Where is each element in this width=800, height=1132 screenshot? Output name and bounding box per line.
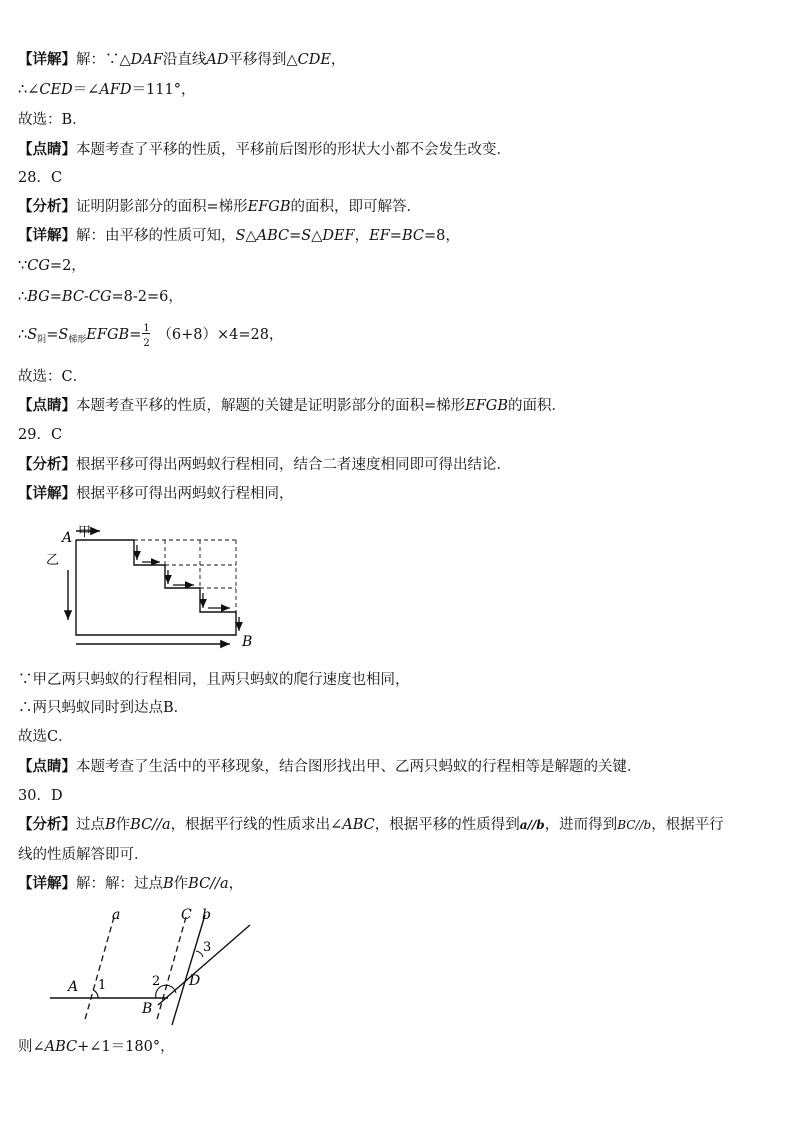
label-B: B (142, 1001, 153, 1017)
ant-path-figure (40, 520, 270, 655)
line-9: ∴BG=BC-CG=8-2=6， (18, 289, 183, 305)
line-14: 【分析】根据平移可得出两蚂蚁行程相同，结合二者速度相同即可得出结论． (18, 456, 511, 473)
line-24: 则∠ABC+∠1＝180°， (18, 1039, 175, 1055)
question-30-answer: 30．D (18, 788, 63, 804)
label-C: C (181, 907, 192, 923)
line-23: 【详解】解：解：过点B作BC//a， (18, 875, 244, 892)
label-A: A (62, 530, 73, 546)
line-19: 【点睛】本题考查了生活中的平移现象，结合图形找出甲、乙两只蚂蚁的行程相等是解题的关键． (18, 758, 642, 775)
tag-xiangjie: 【详解】 (18, 875, 76, 892)
line-18: 故选C． (18, 729, 73, 745)
question-28-answer: 28．C (18, 170, 63, 186)
line-BC (156, 917, 186, 1023)
label-B: B (242, 634, 253, 650)
line-17: ∴两只蚂蚁同时到达点B． (18, 700, 189, 716)
label-yi: 乙 (46, 553, 60, 568)
line-21: 【分析】过点B作BC//a，根据平行线的性质求出∠ABC，根据平移的性质得到a//b，进而得到BC//b，根据平行 (18, 816, 724, 833)
line-7: 【详解】解：由平移的性质可知，S△ABC=S△DEF，EF=BC=8， (18, 227, 460, 244)
fraction-one-half: $\frac{1}{2}$ (143, 323, 150, 349)
line-10-formula: $\therefore S_阴=S_{梯形}EFGB=$ $\frac{1}{2}$ （6+8）×4=28， (18, 323, 284, 349)
line-11: 故选：C． (18, 369, 88, 385)
staircase-outline (76, 540, 236, 635)
angle-3-arc (196, 951, 203, 957)
label-2: 2 (152, 974, 161, 989)
tag-dianjing: 【点睛】 (18, 397, 76, 414)
tag-xiangjie: 【详解】 (18, 51, 76, 68)
label-a: a (112, 907, 121, 923)
line-6: 【分析】证明阴影部分的面积=梯形EFGB的面积，即可解答． (18, 198, 422, 215)
line-b (172, 915, 205, 1025)
line-3: 故选：B． (18, 112, 87, 128)
tag-dianjing: 【点睛】 (18, 758, 76, 775)
label-A: A (68, 979, 79, 995)
line-22: 线的性质解答即可． (18, 847, 149, 863)
label-3: 3 (203, 940, 212, 955)
line-16: ∵甲乙两只蚂蚁的行程相同，且两只蚂蚁的爬行速度也相同， (18, 672, 410, 688)
tag-fenxi: 【分析】 (18, 456, 76, 473)
question-29-answer: 29．C (18, 427, 63, 443)
label-jia: 甲 (78, 525, 92, 540)
line-8: ∵CG=2， (18, 258, 86, 274)
tag-xiangjie: 【详解】 (18, 485, 76, 502)
parallel-lines-figure (40, 905, 270, 1030)
tag-fenxi: 【分析】 (18, 816, 76, 833)
dashed-grid (134, 540, 236, 612)
label-D: D (189, 973, 201, 989)
line-12: 【点睛】本题考查平移的性质，解题的关键是证明影部分的面积=梯形EFGB的面积． (18, 397, 567, 414)
tag-xiangjie: 【详解】 (18, 227, 76, 244)
label-b: b (202, 907, 211, 923)
line-15: 【详解】根据平移可得出两蚂蚁行程相同， (18, 485, 294, 502)
label-1: 1 (98, 978, 107, 993)
line-2: ∴∠CED＝∠AFD＝111°， (18, 82, 196, 98)
tag-dianjing: 【点睛】 (18, 141, 76, 158)
line-4: 【点睛】本题考查了平移的性质，平移前后图形的形状大小都不会发生改变． (18, 141, 511, 158)
line-a (84, 917, 114, 1023)
tag-fenxi: 【分析】 (18, 198, 76, 215)
line-1: 【详解】解：∵△DAF沿直线AD平移得到△CDE， (18, 51, 346, 68)
